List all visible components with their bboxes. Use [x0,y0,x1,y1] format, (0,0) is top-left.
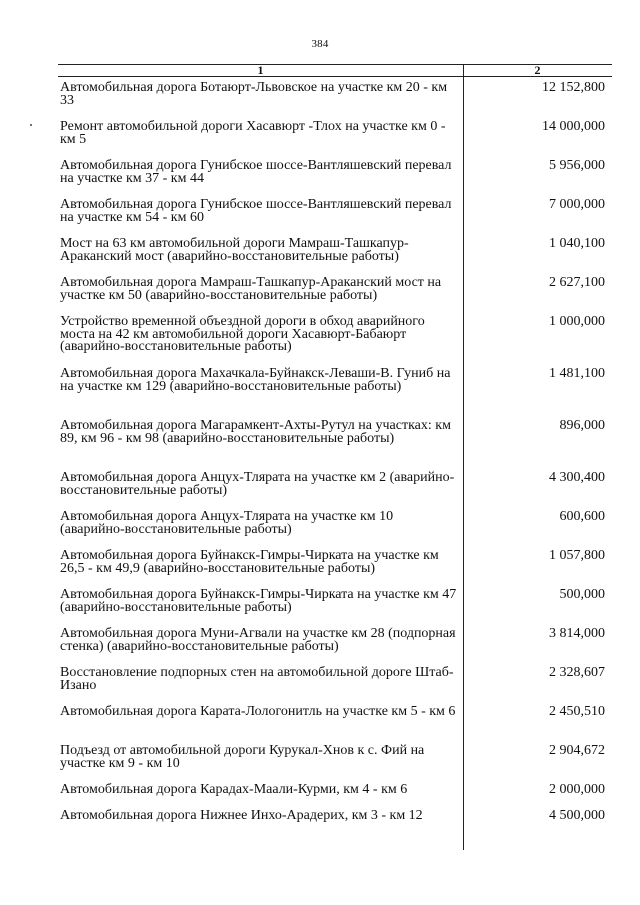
row-amount: 4 500,000 [549,808,605,823]
row-description: Автомобильная дорога Анцух-Тлярата на участке км 10 (аварийно-восстановительные работы) [60,509,394,537]
row-amount: 2 328,607 [549,665,605,680]
row-amount: 896,000 [559,418,605,433]
row-amount: 2 627,100 [549,275,605,290]
row-description: Устройство временной объездной дороги в обход аварийного моста на 42 км автомобильной дороги Хасавюрт-Бабаюрт (аварийно-восстановительные работы) [60,314,425,354]
row-description: Восстановление подпорных стен на автомобильной дороге Штаб-Изано [60,665,454,693]
row-description: Автомобильная дорога Муни-Агвали на участке км 28 (подпорная стенка) (аварийно-восстановительные работы) [60,626,456,654]
column-header-2: 2 [534,63,541,77]
row-description: Автомобильная дорога Гунибское шоссе-Вантляшевский перевал на участке км 37 - км 44 [60,158,452,186]
row-amount: 1 481,100 [549,366,605,381]
row-amount: 3 814,000 [549,626,605,641]
row-amount: 2 000,000 [549,782,605,797]
row-description: Автомобильная дорога Махачкала-Буйнакск-Леваши-В. Гуниб на на участке км 129 (аварийно-восстановительные работы) [60,366,451,394]
column-header-1: 1 [257,63,264,77]
row-description: Автомобильная дорога Мамраш-Ташкапур-Араканский мост на участке км 50 (аварийно-восстановительные работы) [60,275,442,303]
table-column-divider [463,64,464,850]
page-number: 384 [311,38,329,50]
row-description: Автомобильная дорога Магарамкент-Ахты-Рутул на участках: км 89, км 96 - км 98 (аварийно-восстановительные работы) [60,418,451,446]
row-amount: 500,000 [559,587,605,602]
row-amount: 7 000,000 [549,197,605,212]
row-description: Автомобильная дорога Буйнакск-Гимры-Чирката на участке км 26,5 - км 49,9 (аварийно-восстановительные работы) [60,548,439,576]
row-amount: 5 956,000 [549,158,605,173]
row-description: Подъезд от автомобильной дороги Курукал-Хнов к с. Фий на участке км 9 - км 10 [60,743,425,771]
row-amount: 600,600 [559,509,605,524]
row-amount: 2 450,510 [549,704,605,719]
row-amount: 4 300,400 [549,470,605,485]
row-description: Ремонт автомобильной дороги Хасавюрт -Тлох на участке км 0 - км 5 [60,119,446,147]
row-amount: 12 152,800 [542,80,605,95]
row-description: Автомобильная дорога Карата-Лологонитль на участке км 5 - км 6 [60,704,456,719]
row-amount: 1 057,800 [549,548,605,563]
row-description: Автомобильная дорога Ботаюрт-Львовское на участке км 20 - км 33 [60,80,448,108]
row-amount: 1 000,000 [549,314,605,329]
row-description: Мост на 63 км автомобильной дороги Мамраш-Ташкапур-Араканский мост (аварийно-восстановительные работы) [60,236,409,264]
row-description: Автомобильная дорога Гунибское шоссе-Вантляшевский перевал на участке км 54 - км 60 [60,197,452,225]
row-description: Автомобильная дорога Буйнакск-Гимры-Чирката на участке км 47 (аварийно-восстановительные работы) [60,587,457,615]
row-description: Автомобильная дорога Нижнее Инхо-Арадерих, км 3 - км 12 [60,808,423,823]
margin-mark [30,124,32,126]
row-amount: 2 904,672 [549,743,605,758]
row-amount: 1 040,100 [549,236,605,251]
row-description: Автомобильная дорога Анцух-Тлярата на участке км 2 (аварийно-восстановительные работы) [60,470,455,498]
row-description: Автомобильная дорога Карадах-Маали-Курми, км 4 - км 6 [60,782,408,797]
row-amount: 14 000,000 [542,119,605,134]
